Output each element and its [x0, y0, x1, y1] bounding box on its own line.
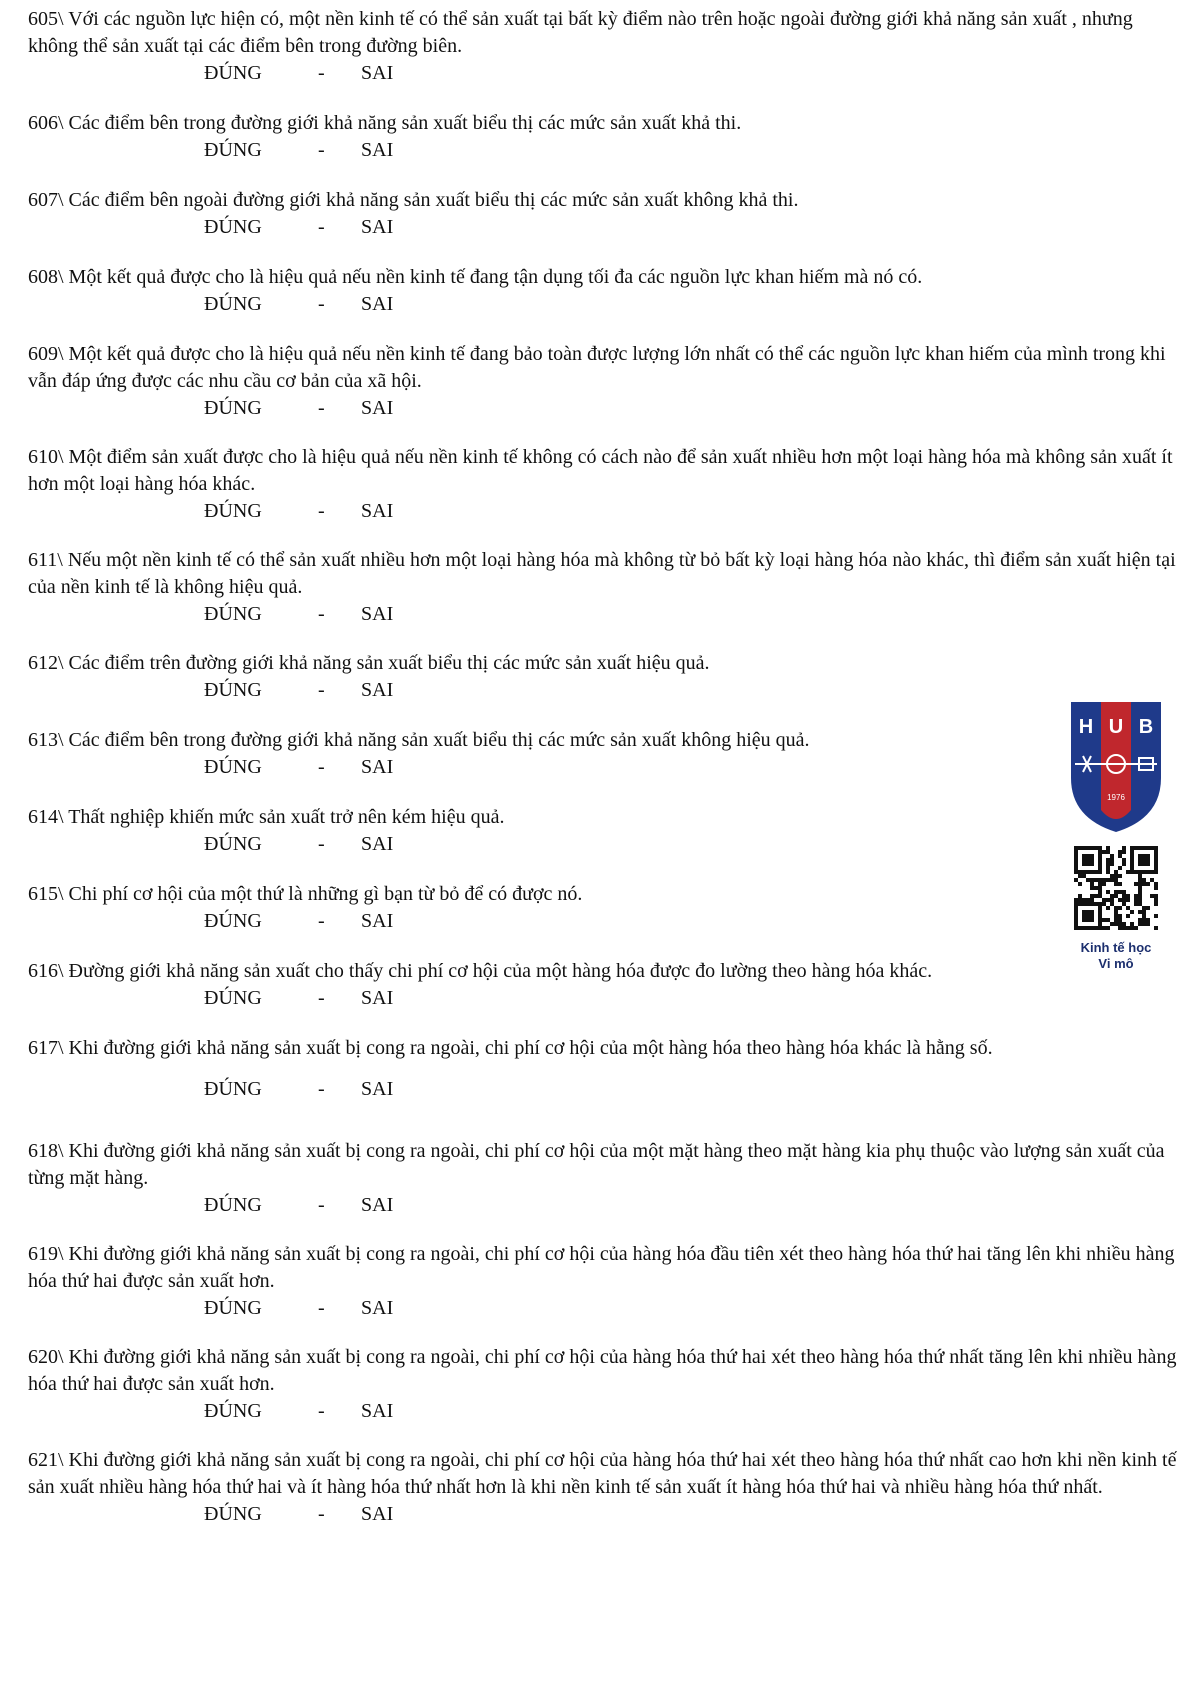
- question-text: 608\ Một kết quả được cho là hiệu quả nếu nền kinh tế đang tận dụng tối đa các nguồn lực khan hiếm mà nó có.: [28, 266, 923, 288]
- answer-true-option[interactable]: ĐÚNG: [204, 603, 262, 625]
- answer-false-option[interactable]: SAI: [361, 1194, 394, 1216]
- question-text: 619\ Khi đường giới khả năng sản xuất bị cong ra ngoài, chi phí cơ hội của hàng hóa đầu tiên xét theo hàng hóa thứ hai tăng lên khi nhiều hàng hóa thứ hai được sản xuất hơn.: [28, 1243, 1175, 1292]
- logo-year: 1976: [1107, 793, 1125, 802]
- answer-separator: -: [318, 139, 325, 161]
- answer-separator: -: [318, 1194, 325, 1216]
- answer-true-option[interactable]: ĐÚNG: [204, 987, 262, 1009]
- question-text: 618\ Khi đường giới khả năng sản xuất bị cong ra ngoài, chi phí cơ hội của một mặt hàng theo mặt hàng kia phụ thuộc vào lượng sản xuất của từng mặt hàng.: [28, 1140, 1165, 1189]
- answer-true-option[interactable]: ĐÚNG: [204, 1194, 262, 1216]
- answer-false-option[interactable]: SAI: [361, 756, 394, 778]
- answer-true-option[interactable]: ĐÚNG: [204, 1297, 262, 1319]
- answer-options: [28, 754, 1178, 781]
- answer-separator: -: [318, 1297, 325, 1319]
- question-item: [28, 881, 1178, 935]
- question-text: 611\ Nếu một nền kinh tế có thể sản xuất nhiều hơn một loại hàng hóa mà không từ bỏ bất kỳ loại hàng hóa nào khác, thì điểm sản xuất hiện tại của nền kinh tế là không hiệu quả.: [28, 549, 1176, 598]
- answer-options: [28, 291, 1178, 318]
- answer-options: [28, 1295, 1178, 1322]
- question-item: [28, 804, 1178, 858]
- answer-options: [28, 1076, 1178, 1103]
- logo-letter-u: U: [1108, 716, 1124, 738]
- answer-options: [28, 677, 1178, 704]
- answer-true-option[interactable]: ĐÚNG: [204, 139, 262, 161]
- question-item: [28, 341, 1178, 422]
- question-item: [28, 110, 1178, 164]
- answer-false-option[interactable]: SAI: [361, 216, 394, 238]
- answer-false-option[interactable]: SAI: [361, 62, 394, 84]
- logo-letter-h: H: [1078, 716, 1094, 738]
- question-text: 613\ Các điểm bên trong đường giới khả năng sản xuất biểu thị các mức sản xuất không hiệu quả.: [28, 729, 810, 751]
- question-item: [28, 1241, 1178, 1322]
- question-item: [28, 187, 1178, 241]
- answer-false-option[interactable]: SAI: [361, 833, 394, 855]
- answer-options: [28, 395, 1178, 422]
- question-text: 610\ Một điểm sản xuất được cho là hiệu quả nếu nền kinh tế không có cách nào để sản xuất nhiều hơn một loại hàng hóa mà không sản xuất ít hơn một loại hàng hóa khác.: [28, 446, 1173, 495]
- question-text: 607\ Các điểm bên ngoài đường giới khả năng sản xuất biểu thị các mức sản xuất không khả thi.: [28, 189, 799, 211]
- answer-false-option[interactable]: SAI: [361, 293, 394, 315]
- answer-false-option[interactable]: SAI: [361, 1400, 394, 1422]
- caption-line-1: Kinh tế học: [1080, 940, 1152, 955]
- question-item: [28, 958, 1178, 1012]
- answer-options: [28, 831, 1178, 858]
- answer-options: [28, 214, 1178, 241]
- answer-separator: -: [318, 603, 325, 625]
- answer-separator: -: [318, 1078, 325, 1100]
- answer-true-option[interactable]: ĐÚNG: [204, 833, 262, 855]
- question-item: [28, 727, 1178, 781]
- answer-false-option[interactable]: SAI: [361, 987, 394, 1009]
- question-item: [28, 264, 1178, 318]
- answer-false-option[interactable]: SAI: [361, 679, 394, 701]
- question-item: [28, 1035, 1178, 1103]
- course-caption: [1068, 940, 1164, 972]
- answer-true-option[interactable]: ĐÚNG: [204, 679, 262, 701]
- answer-options: [28, 908, 1178, 935]
- answer-options: [28, 601, 1178, 628]
- answer-false-option[interactable]: SAI: [361, 603, 394, 625]
- question-text: 614\ Thất nghiệp khiến mức sản xuất trở nên kém hiệu quả.: [28, 806, 505, 828]
- question-text: 616\ Đường giới khả năng sản xuất cho thấy chi phí cơ hội của một hàng hóa được đo lường theo hàng hóa khác.: [28, 960, 933, 982]
- answer-options: [28, 60, 1178, 87]
- answer-true-option[interactable]: ĐÚNG: [204, 756, 262, 778]
- answer-true-option[interactable]: ĐÚNG: [204, 1503, 262, 1525]
- question-item: [28, 1138, 1178, 1219]
- question-text: 620\ Khi đường giới khả năng sản xuất bị cong ra ngoài, chi phí cơ hội của hàng hóa thứ hai xét theo hàng hóa thứ nhất tăng lên khi nhiều hàng hóa thứ hai được sản xuất hơn.: [28, 1346, 1177, 1395]
- answer-true-option[interactable]: ĐÚNG: [204, 397, 262, 419]
- answer-false-option[interactable]: SAI: [361, 397, 394, 419]
- hub-logo: [1069, 700, 1163, 834]
- answer-false-option[interactable]: SAI: [361, 1297, 394, 1319]
- question-item: [28, 1447, 1178, 1528]
- question-text: 605\ Với các nguồn lực hiện có, một nền kinh tế có thể sản xuất tại bất kỳ điểm nào trên hoặc ngoài đường giới khả năng sản xuất , nhưng không thể sản xuất tại các điểm bên trong đường biên.: [28, 8, 1133, 57]
- answer-options: [28, 985, 1178, 1012]
- answer-true-option[interactable]: ĐÚNG: [204, 293, 262, 315]
- answer-true-option[interactable]: ĐÚNG: [204, 910, 262, 932]
- logo-letter-b: B: [1138, 716, 1154, 738]
- answer-false-option[interactable]: SAI: [361, 139, 394, 161]
- question-text: 609\ Một kết quả được cho là hiệu quả nếu nền kinh tế đang bảo toàn được lượng lớn nhất có thể các nguồn lực khan hiếm của mình trong khi vẫn đáp ứng được các nhu cầu cơ bản của xã hội.: [28, 343, 1166, 392]
- question-text: 612\ Các điểm trên đường giới khả năng sản xuất biểu thị các mức sản xuất hiệu quả.: [28, 652, 710, 674]
- answer-separator: -: [318, 500, 325, 522]
- answer-separator: -: [318, 397, 325, 419]
- answer-separator: -: [318, 62, 325, 84]
- answer-separator: -: [318, 1503, 325, 1525]
- answer-true-option[interactable]: ĐÚNG: [204, 1400, 262, 1422]
- caption-line-2: Vi mô: [1098, 956, 1134, 971]
- answer-options: [28, 1398, 1178, 1425]
- answer-false-option[interactable]: SAI: [361, 1078, 394, 1100]
- answer-false-option[interactable]: SAI: [361, 500, 394, 522]
- answer-true-option[interactable]: ĐÚNG: [204, 62, 262, 84]
- answer-separator: -: [318, 293, 325, 315]
- question-item: [28, 1344, 1178, 1425]
- answer-true-option[interactable]: ĐÚNG: [204, 500, 262, 522]
- question-text: 617\ Khi đường giới khả năng sản xuất bị cong ra ngoài, chi phí cơ hội của một hàng hóa theo hàng hóa khác là hằng số.: [28, 1037, 993, 1059]
- question-item: [28, 650, 1178, 704]
- answer-options: [28, 1501, 1178, 1528]
- question-item: [28, 547, 1178, 628]
- question-text: 606\ Các điểm bên trong đường giới khả năng sản xuất biểu thị các mức sản xuất khả thi.: [28, 112, 742, 134]
- answer-separator: -: [318, 756, 325, 778]
- answer-separator: -: [318, 833, 325, 855]
- question-text: 615\ Chi phí cơ hội của một thứ là những gì bạn từ bỏ để có được nó.: [28, 883, 583, 905]
- answer-separator: -: [318, 679, 325, 701]
- answer-options: [28, 137, 1178, 164]
- qr-code: [1074, 846, 1158, 930]
- answer-options: [28, 498, 1178, 525]
- answer-separator: -: [318, 910, 325, 932]
- answer-separator: -: [318, 1400, 325, 1422]
- answer-options: [28, 1192, 1178, 1219]
- answer-true-option[interactable]: ĐÚNG: [204, 216, 262, 238]
- question-item: [28, 444, 1178, 525]
- answer-false-option[interactable]: SAI: [361, 1503, 394, 1525]
- sidebar-branding: [1068, 700, 1164, 990]
- answer-separator: -: [318, 987, 325, 1009]
- answer-false-option[interactable]: SAI: [361, 910, 394, 932]
- answer-separator: -: [318, 216, 325, 238]
- question-item: [28, 6, 1178, 87]
- answer-true-option[interactable]: ĐÚNG: [204, 1078, 262, 1100]
- question-text: 621\ Khi đường giới khả năng sản xuất bị cong ra ngoài, chi phí cơ hội của hàng hóa thứ hai xét theo hàng hóa thứ nhất cao hơn khi nền kinh tế sản xuất nhiều hàng hóa thứ hai và ít hàng hóa thứ nhất hơn là khi nền kinh tế sản xuất ít hàng hóa thứ hai và nhiều hàng hóa thứ nhất.: [28, 1449, 1177, 1498]
